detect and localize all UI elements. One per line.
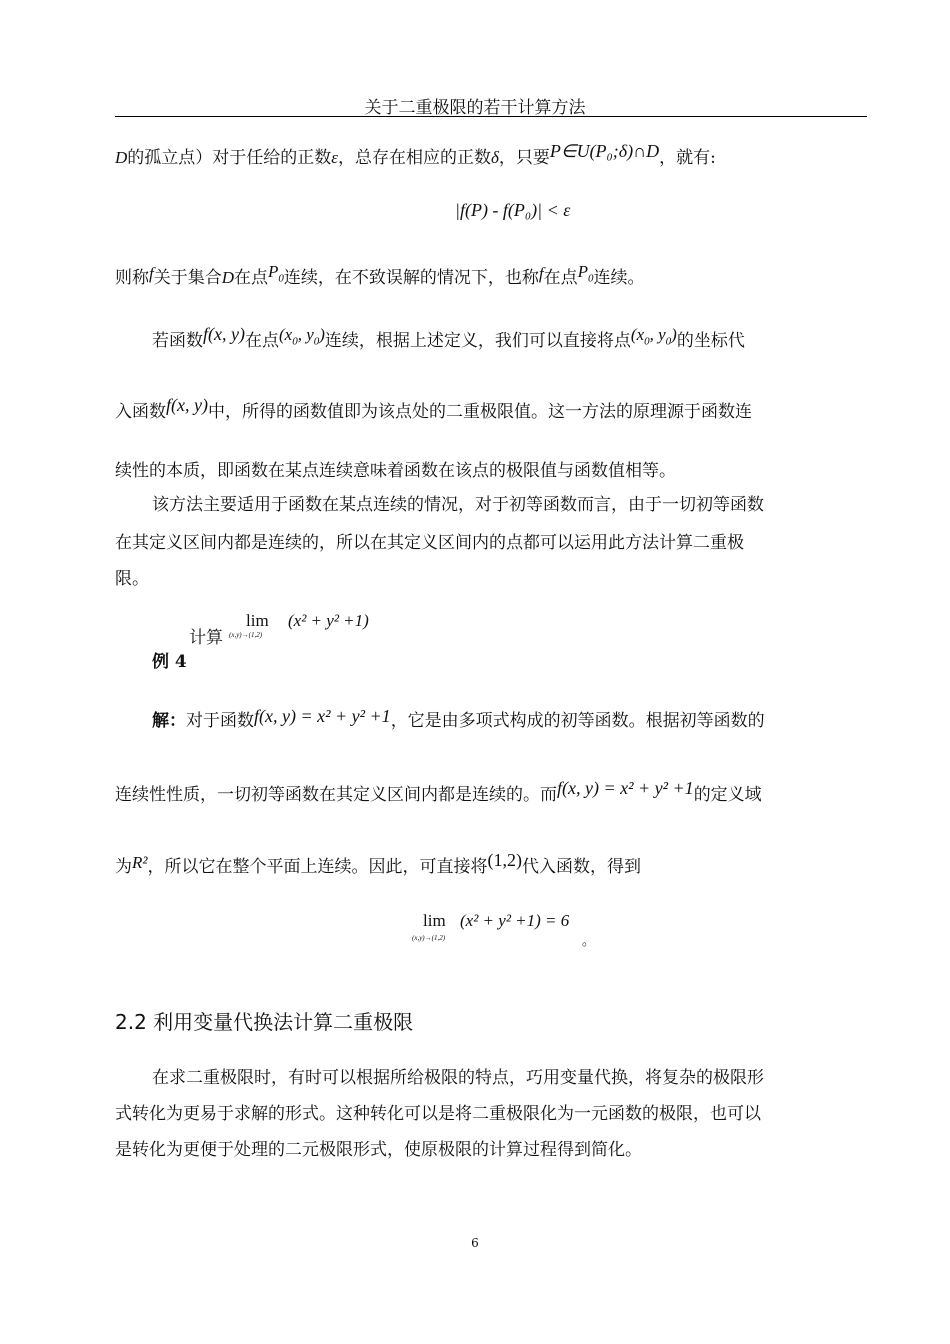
section-heading: 2.2 利用变量代换法计算二重极限 bbox=[115, 1010, 414, 1034]
solution-l1b: ，它是由多项式构成的初等函数。根据初等函数的 bbox=[390, 711, 765, 731]
example-compute-label: 计算 bbox=[189, 628, 223, 648]
solution-l3c: 代入函数，得到 bbox=[521, 857, 641, 877]
header-rule bbox=[115, 116, 867, 117]
example-lim: lim bbox=[246, 611, 269, 630]
solution-func: f(x, y) = x² + y² +1 bbox=[254, 706, 391, 726]
para5-line2: 式转化为更易于求解的形式。这种转化可以是将二重极限化为一元函数的极限，也可以 bbox=[115, 1104, 761, 1124]
math-fxy-2: f(x, y) bbox=[166, 395, 208, 415]
example-lim-sub: (x,y)→(1,2) bbox=[229, 631, 263, 639]
solution-label: 解： bbox=[152, 711, 186, 731]
para3-l2a: 入函数 bbox=[115, 402, 166, 422]
solution-l3a: 为 bbox=[115, 857, 132, 877]
solution-l2a: 连续性性质，一切初等函数在其定义区间内都是连续的。而 bbox=[115, 785, 557, 805]
math-delta: δ bbox=[490, 148, 499, 167]
solution-l1a: 对于函数 bbox=[186, 711, 254, 731]
math-P0-2: $P_0$ bbox=[577, 262, 594, 285]
solution-line2 bbox=[115, 778, 762, 805]
solution-line3 bbox=[115, 850, 641, 877]
solution-l2b: 的定义域 bbox=[693, 785, 762, 805]
para5-line1: 在求二重极限时，有时可以根据所给极限的特点，巧用变量代换，将复杂的极限形 bbox=[152, 1068, 764, 1088]
math-R2: R² bbox=[132, 853, 148, 872]
para1-text-c: ，只要 bbox=[498, 148, 550, 168]
solution-func-2: f(x, y) = x² + y² +1 bbox=[557, 778, 694, 798]
math-P0: $P_0$ bbox=[268, 262, 284, 285]
para4-line2: 在其定义区间内都是连续的，所以在其定义区间内的点都可以运用此方法计算二重极 bbox=[115, 533, 744, 553]
page-number: 6 bbox=[471, 1236, 479, 1250]
para1-text-a: 的孤立点）对于任给的正数 bbox=[127, 148, 332, 168]
para3-l1d: 的坐标代 bbox=[676, 331, 745, 351]
math-epsilon: ε bbox=[331, 148, 338, 167]
para1-line bbox=[115, 141, 716, 168]
math-f: f bbox=[149, 264, 154, 283]
math-x0y0-2: ($x_0$, $y_0$) bbox=[630, 325, 677, 348]
solution-l3b: ，所以它在整个平面上连续。因此，可直接将 bbox=[147, 857, 488, 877]
para2-line bbox=[115, 262, 645, 294]
example-label: 例 4 bbox=[152, 652, 187, 672]
example-expression: (x² + y² +1) bbox=[288, 611, 369, 630]
solution-line1 bbox=[152, 706, 765, 731]
math-var-D: D bbox=[115, 148, 128, 167]
para2-d: 连续，在不致误解的情况下，也称 bbox=[283, 268, 539, 288]
para2-f: 连续。 bbox=[593, 268, 645, 288]
para3-l1c: 连续，根据上述定义，我们可以直接将点 bbox=[324, 331, 631, 351]
math-D: D bbox=[221, 268, 235, 287]
para2-c: 在点 bbox=[234, 268, 269, 288]
result-lim: lim bbox=[423, 911, 446, 930]
para3-l1a: 若函数 bbox=[152, 331, 203, 351]
para2-a: 则称 bbox=[115, 268, 149, 288]
math-fxy: f(x, y) bbox=[203, 324, 245, 344]
para3-l2b: 中，所得的函数值即为该点处的二重极限值。这一方法的原理源于函数连 bbox=[207, 402, 752, 422]
para3-l1b: 在点 bbox=[244, 331, 279, 351]
para1-text-b: ，总存在相应的正数 bbox=[337, 148, 491, 168]
continuity-inequality: |f(P) - f(P₀)| < ε bbox=[455, 200, 571, 220]
result-end: 。 bbox=[582, 934, 596, 949]
page-header-title: 关于二重极限的若干计算方法 bbox=[364, 98, 586, 118]
para3-line3: 续性的本质，即函数在某点连续意味着函数在该点的极限值与函数值相等。 bbox=[115, 461, 676, 481]
para4-line1: 该方法主要适用于函数在某点连续的情况，对于初等函数而言，由于一切初等函数 bbox=[152, 495, 764, 515]
para4-line3: 限。 bbox=[115, 569, 149, 589]
para5-line3: 是转化为更便于处理的二元极限形式，使原极限的计算过程得到简化。 bbox=[115, 1140, 642, 1160]
math-point: (1,2) bbox=[487, 850, 522, 870]
para3-line2 bbox=[115, 395, 752, 422]
math-f-2: f bbox=[538, 264, 544, 283]
math-x0y0: ($x_0$, $y_0$) bbox=[278, 325, 325, 348]
result-expression: (x² + y² +1) = 6 bbox=[460, 911, 570, 930]
result-lim-sub: (x,y)→(1,2) bbox=[412, 934, 446, 942]
neighborhood-condition: P∈U(P₀;δ)∩D bbox=[549, 141, 660, 161]
para1-text-d: ，就有: bbox=[659, 148, 716, 168]
para3-line1 bbox=[152, 324, 745, 357]
para2-b: 关于集合 bbox=[153, 268, 222, 288]
para2-e: 在点 bbox=[543, 268, 578, 288]
